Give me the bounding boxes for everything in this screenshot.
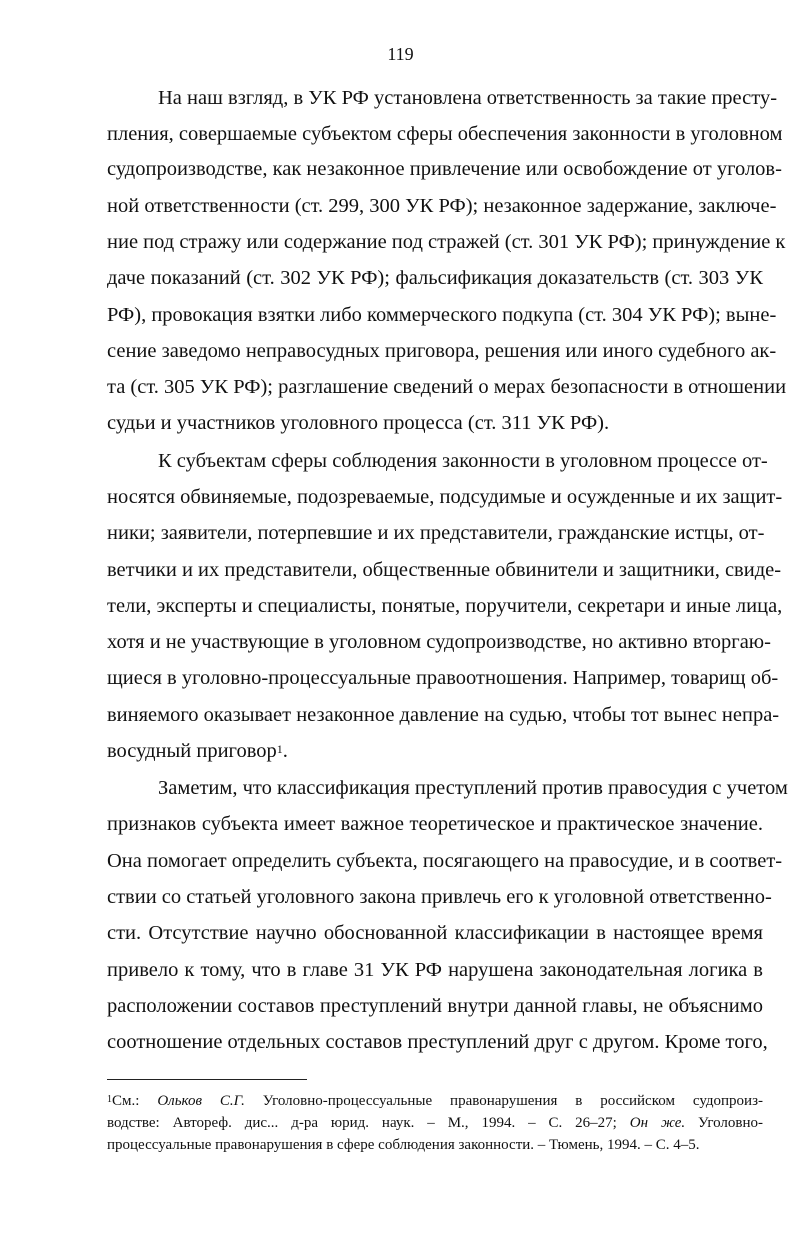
- footnote-reference[interactable]: 1: [276, 742, 283, 756]
- footnote-marker: 1: [107, 1094, 112, 1105]
- text-segment: восудный приговор: [107, 740, 277, 762]
- page-number: 119: [387, 44, 414, 64]
- text-line: даче показаний (ст. 302 УК РФ); фальсификация доказательств (ст. 303 УК: [107, 267, 763, 289]
- text-line: щиеся в уголовно-процессуальные правоотношения. Например, товарищ об-: [107, 667, 779, 689]
- text-segment: Уголовно-: [685, 1115, 764, 1131]
- text-line: судьи и участников уголовного процесса (ст. 311 УК РФ).: [107, 412, 610, 434]
- text-line: пления, совершаемые субъектом сферы обеспечения законности в уголовном: [107, 123, 783, 145]
- text-line: хотя и не участвующие в уголовном судопроизводстве, но активно вторгаю-: [107, 631, 771, 653]
- text-line: судопроизводстве, как незаконное привлечение или освобождение от уголов-: [107, 158, 782, 180]
- text-line: К субъектам сферы соблюдения законности в уголовном процессе от-: [158, 450, 768, 472]
- text-line: ветчики и их представители, общественные обвинители и защитники, свиде-: [107, 559, 782, 581]
- text-line: На наш взгляд, в УК РФ установлена ответственность за такие престу-: [158, 87, 778, 109]
- text-segment: См.:: [112, 1093, 158, 1109]
- footnote-separator: [107, 1079, 307, 1080]
- text-segment: Уголовно-процессуальные правонарушения в российском судопроиз-: [244, 1093, 763, 1109]
- author-ibid: Он же.: [629, 1115, 686, 1131]
- text-line: РФ), провокация взятки либо коммерческого подкупа (ст. 304 УК РФ); выне-: [107, 304, 777, 326]
- text-line: ствии со статьей уголовного закона привлечь его к уголовной ответственно-: [107, 886, 772, 908]
- text-line: ной ответственности (ст. 299, 300 УК РФ); незаконное задержание, заключе-: [107, 195, 777, 217]
- text-line: ние под стражу или содержание под стражей (ст. 301 УК РФ); принуждение к: [107, 231, 786, 253]
- footnote-line: [107, 1113, 763, 1133]
- text-line: ники; заявители, потерпевшие и их представители, гражданские истцы, от-: [107, 522, 765, 544]
- author-name: Ольков С.Г.: [157, 1093, 245, 1109]
- text-line: [107, 739, 288, 763]
- text-line: виняемого оказывает незаконное давление на судью, чтобы тот вынес непра-: [107, 704, 780, 726]
- footnote-line: [107, 1091, 763, 1111]
- text-segment: .: [282, 740, 288, 762]
- text-line: соотношение отдельных составов преступлений друг с другом. Кроме того,: [107, 1031, 768, 1053]
- text-line: тели, эксперты и специалисты, понятые, поручители, секретари и иные лица,: [107, 595, 783, 617]
- text-line: сти. Отсутствие научно обоснованной классификации в настоящее время: [107, 922, 763, 944]
- text-line: признаков субъекта имеет важное теоретическое и практическое значение.: [107, 813, 763, 835]
- text-line: расположении составов преступлений внутри данной главы, не объяснимо: [107, 995, 763, 1017]
- text-line: сение заведомо неправосудных приговора, решения или иного судебного ак-: [107, 340, 777, 362]
- text-line: носятся обвиняемые, подозреваемые, подсудимые и осужденные и их защит-: [107, 486, 783, 508]
- text-line: Она помогает определить субъекта, посягающего на правосудие, и в соответ-: [107, 850, 783, 872]
- text-line: та (ст. 305 УК РФ); разглашение сведений о мерах безопасности в отношении: [107, 376, 787, 398]
- footnote-line: процессуальные правонарушения в сфере соблюдения законности. – Тюмень, 1994. – С. 4–5.: [107, 1137, 700, 1153]
- text-line: привело к тому, что в главе 31 УК РФ нарушена законодательная логика в: [107, 959, 763, 981]
- text-segment: водстве: Автореф. дис... д-ра юрид. наук. – М., 1994. – С. 26–27;: [107, 1115, 630, 1131]
- text-line: Заметим, что классификация преступлений против правосудия с учетом: [158, 777, 788, 799]
